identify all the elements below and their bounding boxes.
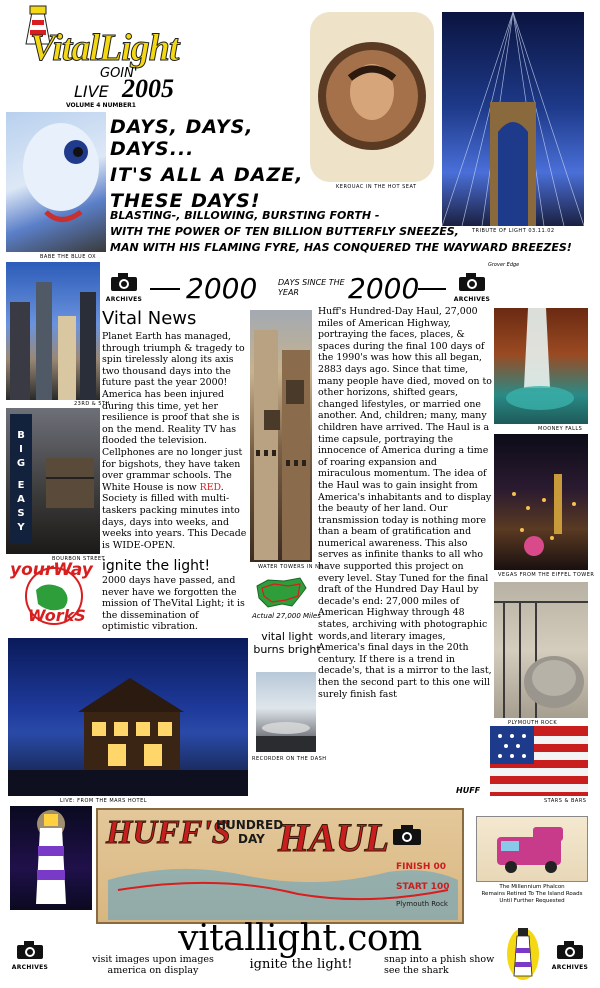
vital-light-burns-bright: [252, 630, 322, 656]
haul-article-text: Huff's Hundred-Day Haul, 27,000 miles of American Highway, portraying the faces, places, & spaces during the final 100 days of the 1990's was how this all began, 2883 days ago. Since that time, many people have died, moved on to other horizons, shifted gears, changed lifestyles, or married one another. And, children; many, many children have arrived. The Haul is a time capsule, portraying the innocence of America during a time of roaring expansion and miraculous momentum. The idea of the Haul was to gain insight from America's inhabitants and to display the beauty of her land. Our transmission today is nothing more than a beam of gratification and numerical awareness. This also serves as infinite thanks to all who have supported this project on every level. Stay Tuned for the final draft of the Hundred Day Haul by decade's end: 27,000 miles of American Highway through 48 states, archiving with photographic words,and literary images, America's final days in the 20th century. If there is a trend in decade's, that is a mirror to the last, then the second part to this one will surely finish fast: [318, 306, 492, 700]
footer-right-line1[interactable]: snap into a phish show: [384, 954, 495, 965]
phalcon-caption: [470, 884, 594, 905]
haul-banner-hundred: HUNDRED: [216, 818, 284, 832]
camera-icon: [109, 272, 139, 292]
yourway-line1: yourWay: [10, 560, 93, 580]
footer-left-line1[interactable]: visit images upon images: [92, 954, 214, 965]
bourbon-street-photo[interactable]: [6, 408, 100, 554]
map-icon: [254, 574, 308, 612]
vitallight-site-link[interactable]: vitallight.com: [178, 918, 422, 959]
footer-ignite[interactable]: ignite the light!: [249, 957, 353, 972]
phalcon-caption-line1: The Millennium Phalcon: [499, 884, 565, 890]
23rd-and-5th-photo[interactable]: [6, 262, 100, 400]
archives-label: ARCHIVES: [105, 296, 143, 303]
stars-caption: STARS & BARS: [544, 798, 587, 804]
footer-right-line2[interactable]: see the shark: [384, 965, 449, 976]
archives-button-top-right[interactable]: [448, 272, 496, 303]
subhead-signature: Grover Edge: [488, 262, 520, 268]
headline-line3: THESE DAYS!: [110, 190, 261, 212]
footer-lighthouse-logo[interactable]: [506, 920, 540, 982]
camera-icon: [15, 940, 45, 960]
camera-icon: [392, 824, 422, 846]
headline-line1: DAYS, DAYS, DAYS...: [110, 116, 254, 160]
subhead-line1: BLASTING-, BILLOWING, BURSTING FORTH -: [110, 209, 380, 222]
days-banner: [150, 272, 446, 308]
vital-news-body-end: . Society is filled with multi-taskers packing minutes into days, days into weeks, and weeks into years. This Decade is WIDE-OPEN.: [102, 481, 247, 551]
hundred-day-haul-banner[interactable]: [96, 808, 464, 924]
headline: [110, 116, 310, 212]
water-towers-photo[interactable]: [250, 310, 312, 562]
logo-goin: GOIN': [100, 66, 138, 81]
phalcon-caption-line2: Remains Retired To The Island Roads: [481, 891, 583, 897]
water-towers-caption: WATER TOWERS IN NY: [258, 564, 323, 570]
vital-news-heading: Vital News: [102, 308, 197, 329]
kerouac-caption: KEROUAC IN THE HOT SEAT: [336, 184, 417, 190]
yourway-works-logo[interactable]: [6, 558, 102, 630]
archives-button-bottom-right[interactable]: [546, 940, 594, 971]
kerouac-photo[interactable]: [310, 12, 434, 182]
lighthouse-night-photo[interactable]: [10, 806, 92, 910]
days-mid-text: DAYS SINCE THE YEAR: [278, 278, 345, 297]
recorder-on-dash-photo[interactable]: [256, 672, 316, 752]
babe-blue-ox-photo[interactable]: [6, 112, 106, 252]
stars-and-bars-photo[interactable]: [490, 726, 588, 796]
vegas-photo[interactable]: [494, 434, 588, 570]
archives-button-top-left[interactable]: [100, 272, 148, 303]
vital-news-body: Planet Earth has managed, through triumph & tragedy to spin tirelessly along its axis two thousand days into the future past the year 2000! America has been injured during this time, yet her resilience is proof that she is on the mend. Reality TV has flooded the television. Cellphones are no longer just for bigshots, they have taken over grammar schools. The White House is now: [102, 331, 245, 493]
vital-news-text: [102, 331, 248, 551]
camera-icon: [457, 272, 487, 292]
archives-label: ARCHIVES: [551, 964, 589, 971]
vitallight-logo[interactable]: [4, 4, 184, 112]
logo-live: LIVE: [74, 82, 109, 101]
footer-right-text: [384, 954, 508, 976]
23rd-caption: 23RD & 5TH: [74, 401, 110, 407]
recorder-caption: RECORDER ON THE DASH: [252, 756, 327, 762]
tribute-of-light-photo[interactable]: [442, 12, 584, 226]
lighthouse-icon: [506, 920, 540, 982]
plymouth-caption: PLYMOUTH ROCK: [508, 720, 558, 726]
footer-left-text: [88, 954, 218, 976]
footer-left-line2[interactable]: america on display: [107, 965, 199, 976]
banner-dash-left: [150, 288, 180, 290]
usa-route-map[interactable]: [254, 574, 308, 612]
tribute-caption: TRIBUTE OF LIGHT 03.11.02: [472, 228, 555, 234]
haul-banner-haul: HAUL: [278, 815, 390, 860]
babe-caption: BABE THE BLUE OX: [40, 254, 97, 260]
haul-banner-rock: Plymouth Rock: [396, 900, 448, 908]
phalcon-caption-line3: Until Further Requested: [499, 898, 565, 904]
mooney-caption: MOONEY FALLS: [538, 426, 583, 432]
archives-label: ARCHIVES: [11, 964, 49, 971]
vital-news-red-word: RED: [199, 481, 221, 493]
haul-banner-huffs: HUFF'S: [106, 814, 231, 851]
svg-text:E: E: [17, 480, 25, 491]
logo-year: 2005: [122, 74, 174, 103]
banner-dash-right: [418, 288, 446, 290]
svg-text:G: G: [16, 458, 26, 469]
millennium-phalcon-photo[interactable]: [476, 816, 588, 882]
vital-news-section: [102, 308, 248, 551]
map-caption: Actual 27,000 Miles: [252, 612, 321, 620]
mooney-falls-photo[interactable]: [494, 308, 588, 424]
haul-banner-start: START 100: [396, 882, 450, 892]
headline-line2: IT'S ALL A DAZE,: [110, 164, 304, 186]
mars-hotel-caption: LIVE: FROM THE MARS HOTEL: [60, 798, 148, 804]
bourbon-caption: BOURBON STREET: [52, 556, 106, 562]
yourway-line2: WorkS: [28, 606, 86, 625]
svg-text:Y: Y: [17, 522, 25, 533]
ignite-text: 2000 days have passed, and never have we forgotten the mission of TheVital Light; it is the dissemination of optimistic vibration.: [102, 575, 245, 633]
days-right-number: 2000: [348, 272, 420, 305]
lighthouse-icon: [10, 806, 92, 910]
svg-text:B: B: [17, 430, 25, 441]
ignite-heading: ignite the light!: [102, 558, 211, 574]
subhead-line2: WITH THE POWER OF TEN BILLION BUTTERFLY SNEEZES,: [110, 225, 459, 238]
mars-hotel-photo[interactable]: [8, 638, 248, 796]
archives-button-bottom-left[interactable]: [6, 940, 54, 971]
archives-label: ARCHIVES: [453, 296, 491, 303]
svg-text:I: I: [19, 444, 23, 455]
haul-banner-day: DAY: [238, 832, 265, 846]
burns-line2: burns bright: [253, 643, 321, 656]
haul-signoff: HUFF: [456, 786, 481, 795]
vegas-caption: VEGAS FROM THE EIFFEL TOWER: [498, 572, 595, 578]
subhead: [110, 208, 572, 256]
svg-text:S: S: [17, 508, 25, 519]
days-left-number: 2000: [186, 272, 258, 305]
subhead-line3: MAN WITH HIS FLAMING FYRE, HAS CONQUERED THE WAYWARD BREEZES!: [110, 241, 572, 254]
logo-volume: VOLUME 4 NUMBER1: [66, 102, 136, 109]
burns-line1: vital light: [261, 630, 313, 643]
haul-banner-finish: FINISH 00: [396, 862, 447, 872]
svg-text:A: A: [17, 494, 25, 505]
plymouth-rock-photo[interactable]: [494, 582, 588, 718]
haul-article: [318, 306, 492, 700]
ignite-section: [102, 558, 248, 633]
camera-icon: [555, 940, 585, 960]
logo-title: VitalLight: [30, 27, 179, 69]
